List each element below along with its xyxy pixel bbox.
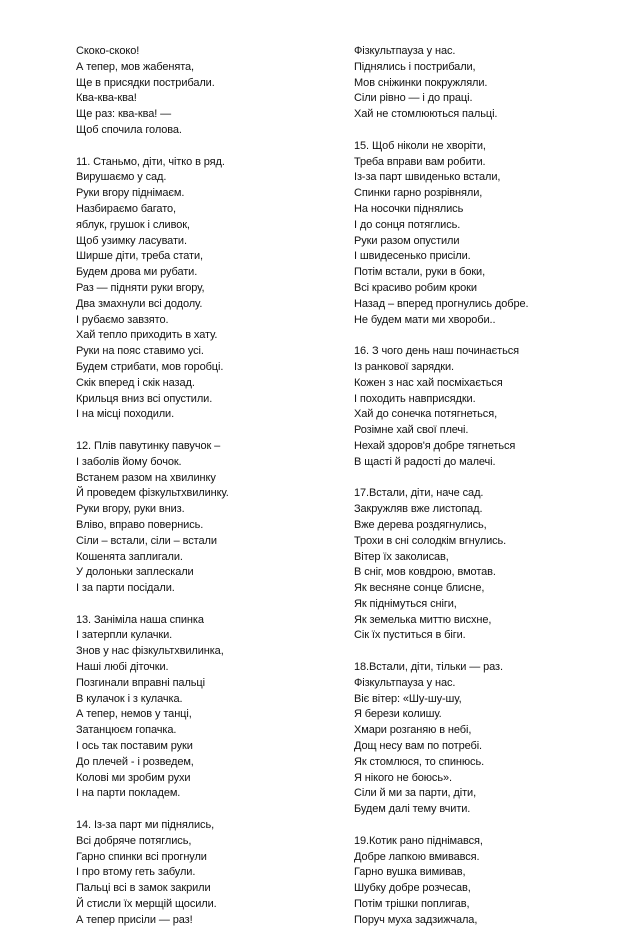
poem-line: Сік їх пуститься в біги.	[354, 629, 466, 642]
poem-line: І заболів йому бочок.	[76, 455, 182, 468]
poem-line: Гарно вушка вимивав,	[354, 866, 466, 879]
poem-line: Як стомлюся, то спинюсь.	[354, 755, 485, 768]
poem-line: В сніг, мов ковдрою, вмотав.	[354, 566, 496, 579]
poem-line: 14. Із-за парт ми піднялись,	[76, 819, 215, 832]
poem-line: Позгинали вправні пальці	[76, 676, 205, 689]
poem-line: І про втому геть забули.	[76, 866, 196, 879]
poem-line: Добре лапкою вмивався.	[354, 850, 480, 863]
poem-line: Вліво, вправо повернись.	[76, 518, 204, 531]
poem-line: І за парти посідали.	[76, 582, 175, 595]
stanza	[354, 486, 604, 644]
poem-line: Всі красиво робим кроки	[354, 281, 477, 294]
poem-line: Віє вітер: «Шу-шу-шу,	[354, 692, 462, 705]
poem-line: Назбираємо багато,	[76, 202, 176, 215]
poem-line: Колові ми зробим рухи	[76, 771, 191, 784]
poem-line: Скоко-скоко!	[76, 45, 140, 57]
poem-line: Хай до сонечка потягнеться,	[354, 408, 498, 421]
left-column	[76, 44, 326, 929]
poem-line: Раз — підняти руки вгору,	[76, 281, 205, 294]
poem-line: І швидесенько присіли.	[354, 250, 471, 263]
stanza	[354, 44, 604, 123]
poem-line: Хай тепло приходить в хату.	[76, 329, 218, 342]
poem-line: Вітер їх заколисав,	[354, 550, 449, 563]
poem-line: Вже дерева роздягнулись,	[354, 518, 487, 531]
poem-line: Пальці всі в замок закрили	[76, 882, 211, 895]
right-column	[354, 44, 604, 929]
poem-line: 12. Плів павутинку павучок –	[76, 439, 221, 452]
poem-line: 19.Котик рано піднімався,	[354, 834, 483, 847]
poem-line: 13. Заніміла наша спинка	[76, 613, 204, 626]
poem-line: Ще раз: ква-ква! —	[76, 108, 172, 121]
poem-line: Сіли – встали, сіли – встали	[76, 534, 217, 547]
poem-line: А тепер, мов жабенята,	[76, 60, 194, 73]
poem-line: Як весняне сонце блисне,	[354, 582, 485, 595]
poem-line: Як піднімуться сніги,	[354, 597, 457, 610]
poem-line: яблук, грушок і сливок,	[76, 218, 190, 231]
poem-line: І на місці походили.	[76, 408, 175, 421]
poem-line: Сіли рівно — і до праці.	[354, 92, 473, 105]
poem-line: Щоб спочила голова.	[76, 123, 182, 136]
poem-line: 15. Щоб ніколи не хворіти,	[354, 139, 486, 152]
poem-line: На носочки піднялись	[354, 202, 464, 215]
poem-line: Я берези колишу.	[354, 708, 442, 721]
stanza	[354, 660, 604, 818]
poem-line: 18.Встали, діти, тільки — раз.	[354, 661, 503, 674]
poem-line: Закружляв вже листопад.	[354, 503, 483, 516]
stanza-gap	[354, 818, 604, 834]
poem-line: Шубку добре розчесав,	[354, 882, 471, 895]
poem-line: Будем далі тему вчити.	[354, 803, 471, 816]
poem-line: Вирушаємо у сад.	[76, 171, 167, 184]
poem-line: Ще в присядки пострибали.	[76, 76, 215, 89]
poem-line: Поруч муха задзижчала,	[354, 913, 478, 926]
stanza	[354, 344, 604, 470]
poem-line: І до сонця потяглись.	[354, 218, 461, 231]
poem-line: Розімне хай свої плечі.	[354, 424, 469, 437]
poem-line: Будем дрова ми рубати.	[76, 266, 198, 279]
poem-line: Із-за парт швиденько встали,	[354, 171, 501, 184]
poem-line: Хмари розганяю в небі,	[354, 724, 472, 737]
poem-line: Наші любі діточки.	[76, 661, 169, 674]
poem-line: А тепер присіли — раз!	[76, 913, 193, 926]
poem-line: 11. Станьмо, діти, чітко в ряд.	[76, 155, 225, 168]
poem-line: Ширше діти, треба стати,	[76, 250, 204, 263]
stanza	[354, 834, 604, 929]
poem-line: Дощ несу вам по потребі.	[354, 740, 483, 753]
stanza-gap	[354, 123, 604, 139]
poem-line: Крильця вниз всі опустили.	[76, 392, 213, 405]
poem-line: У долоньки заплескали	[76, 566, 194, 579]
poem-line: А тепер, немов у танці,	[76, 708, 192, 721]
poem-line: Затанцюєм гопачка.	[76, 724, 177, 737]
poem-line: Фізкультпауза у нас.	[354, 45, 456, 57]
stanza-gap	[76, 597, 326, 613]
poem-line: 16. З чого день наш починається	[354, 345, 519, 358]
poem-line: Потім встали, руки в боки,	[354, 266, 486, 279]
poem-line: Гарно спинки всі прогнули	[76, 850, 207, 863]
poem-line: Всі добряче потяглись,	[76, 834, 192, 847]
poem-line: Нехай здоров'я добре тягнеться	[354, 439, 516, 452]
poem-line: Руки разом опустили	[354, 234, 460, 247]
poem-line: Руки на пояс ставимо усі.	[76, 345, 204, 358]
stanza-gap	[354, 328, 604, 344]
poem-line: 17.Встали, діти, наче сад.	[354, 487, 484, 500]
poem-line: Руки вгору піднімаєм.	[76, 187, 185, 200]
poem-line: Не будем мати ми хвороби..	[354, 313, 496, 326]
poem-line: Знов у нас фізкультхвилинка,	[76, 645, 224, 658]
poem-line: Й проведем фізкультхвилинку.	[76, 487, 229, 500]
poem-line: Кожен з нас хай посміхається	[354, 376, 503, 389]
stanza	[76, 439, 326, 597]
stanza	[76, 44, 326, 139]
poem-line: Встанем разом на хвилинку	[76, 471, 216, 484]
poem-line: В кулачок і з кулачка.	[76, 692, 183, 705]
stanza-gap	[76, 423, 326, 439]
poem-line: Піднялись і пострибали,	[354, 60, 476, 73]
poem-line: Руки вгору, руки вниз.	[76, 503, 185, 516]
poem-line: Кошенята заплигали.	[76, 550, 183, 563]
poem-line: До плечей - і розведем,	[76, 755, 194, 768]
poem-line: Мов сніжинки покружляли.	[354, 76, 488, 89]
poem-line: Два змахнули всі додолу.	[76, 297, 203, 310]
poem-line: І затерпли кулачки.	[76, 629, 173, 642]
stanza-gap	[76, 802, 326, 818]
poem-line: Щоб узимку ласувати.	[76, 234, 187, 247]
stanza-gap	[76, 139, 326, 155]
stanza	[354, 139, 604, 329]
poem-line: Скік вперед і скік назад.	[76, 376, 195, 389]
poem-line: І походить навприсядки.	[354, 392, 476, 405]
poem-line: Як земелька миттю висхне,	[354, 613, 492, 626]
poem-line: Сіли й ми за парти, діти,	[354, 787, 477, 800]
poem-line: І ось так поставим руки	[76, 740, 193, 753]
poem-line: Хай не стомлюються пальці.	[354, 108, 498, 121]
poem-line: Із ранкової зарядки.	[354, 360, 455, 373]
stanza-gap	[354, 644, 604, 660]
poem-line: Будем стрибати, мов горобці.	[76, 360, 224, 373]
stanza-gap	[354, 471, 604, 487]
poem-line: І на парти покладем.	[76, 787, 181, 800]
poem-line: Спинки гарно розрівняли,	[354, 187, 483, 200]
poem-line: Ква-ква-ква!	[76, 92, 137, 105]
stanza	[76, 155, 326, 424]
poem-line: Треба вправи вам робити.	[354, 155, 486, 168]
poem-line: І рубаємо завзято.	[76, 313, 169, 326]
poem-line: Потім трішки поплигав,	[354, 898, 470, 911]
stanza	[76, 818, 326, 929]
poem-line: В щасті й радості до малечі.	[354, 455, 496, 468]
stanza	[76, 613, 326, 803]
poem-line: Назад – вперед прогнулись добре.	[354, 297, 529, 310]
poem-line: Й стисли їх мерщій щосили.	[76, 898, 217, 911]
poem-line: Я нікого не боюсь».	[354, 771, 452, 784]
poem-line: Фізкультпауза у нас.	[354, 676, 456, 689]
poem-line: Трохи в сні солодкім вгнулись.	[354, 534, 507, 547]
